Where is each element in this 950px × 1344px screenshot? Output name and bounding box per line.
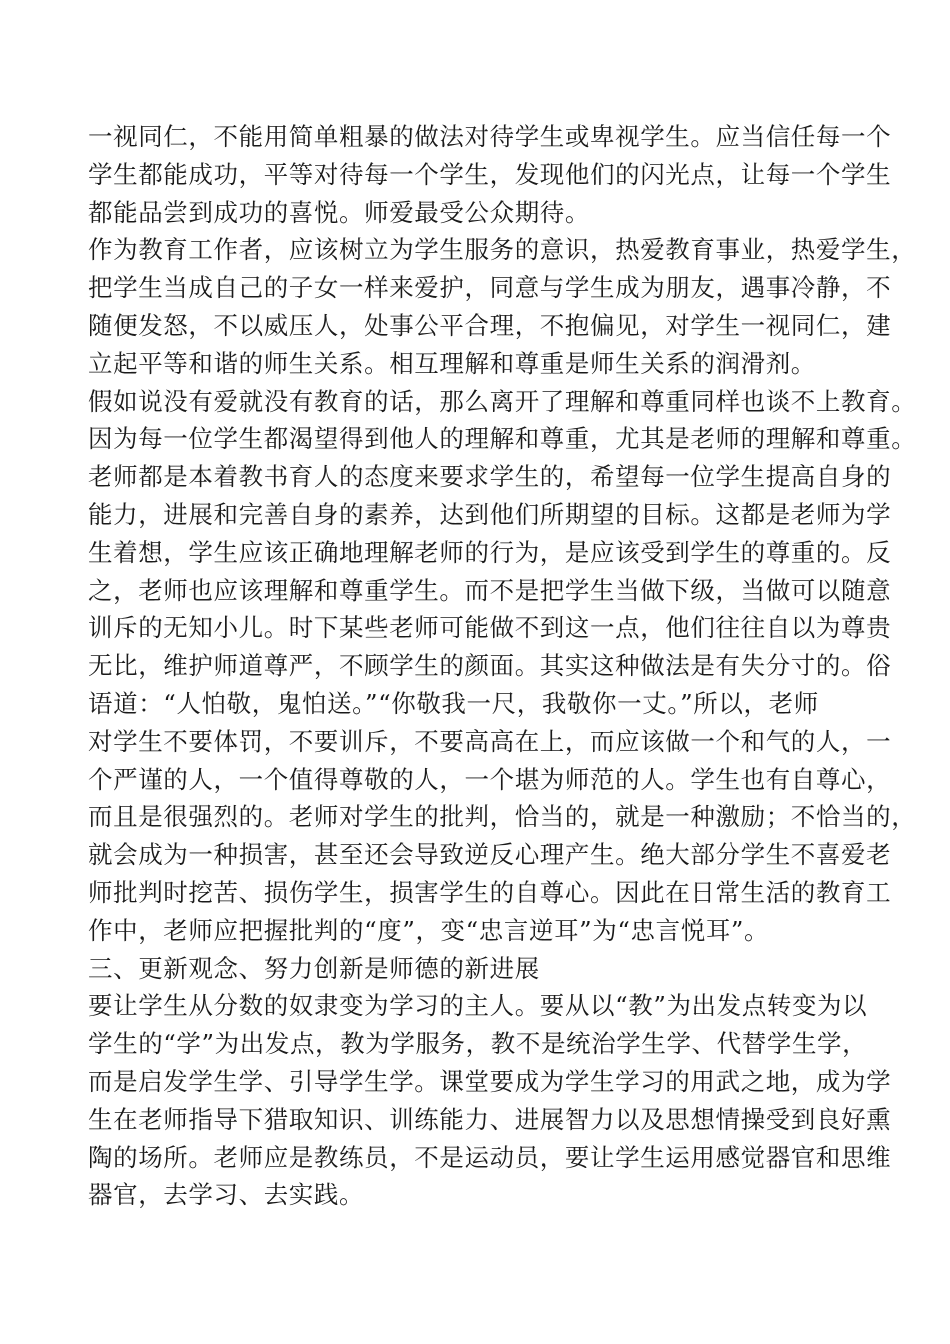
text-line: 器官，去学习、去实践。 — [88, 1180, 365, 1210]
text-line: 对学生不要体罚，不要训斥，不要高高在上，而应该做一个和气的人，一 — [88, 726, 892, 756]
text-line: 学生都能成功，平等对待每一个学生，发现他们的闪光点，让每一个学生 — [88, 159, 892, 189]
text-line: 把学生当成自己的子女一样来爱护，同意与学生成为朋友，遇事冷静，不 — [88, 273, 892, 303]
text-line: 作为教育工作者，应该树立为学生服务的意识，热爱教育事业，热爱学生， — [88, 235, 917, 265]
text-line: 假如说没有爱就没有教育的话，那么离开了理解和尊重同样也谈不上教育。 — [88, 386, 917, 416]
text-line: 就会成为一种损害，甚至还会导致逆反心理产生。绝大部分学生不喜爱老 — [88, 840, 892, 870]
text-line: 师批判时挖苦、损伤学生，损害学生的自尊心。因此在日常生活的教育工 — [88, 877, 892, 907]
text-line: 作中，老师应把握批判的“度”，变“忠言逆耳”为“忠言悦耳”。 — [88, 915, 770, 945]
text-line: 老师都是本着教书育人的态度来要求学生的，希望每一位学生提高自身的 — [88, 462, 892, 492]
text-line: 个严谨的人，一个值得尊敬的人，一个堪为师范的人。学生也有自尊心， — [88, 764, 892, 794]
text-line: 能力，进展和完善自身的素养，达到他们所期望的目标。这都是老师为学 — [88, 499, 892, 529]
text-line: 立起平等和谐的师生关系。相互理解和尊重是师生关系的润滑剂。 — [88, 348, 816, 378]
text-line: 一视同仁，不能用简单粗暴的做法对待学生或卑视学生。应当信任每一个 — [88, 122, 892, 151]
text-line: 无比，维护师道尊严，不顾学生的颜面。其实这种做法是有失分寸的。俗 — [88, 651, 892, 681]
text-line: 生着想，学生应该正确地理解老师的行为，是应该受到学生的尊重的。反 — [88, 537, 892, 567]
document-body — [88, 118, 917, 1214]
text-line: 学生的“学”为出发点，教为学服务，教不是统治学生学、代替学生学， — [88, 1029, 868, 1059]
text-line: 而且是很强烈的。老师对学生的批判，恰当的，就是一种激励；不恰当的， — [88, 802, 917, 832]
text-line: 训斥的无知小儿。时下某些老师可能做不到这一点，他们往往自以为尊贵 — [88, 613, 892, 643]
text-line: 之，老师也应该理解和尊重学生。而不是把学生当做下级，当做可以随意 — [88, 575, 892, 605]
text-line: 随便发怒，不以威压人，处事公平合理，不抱偏见，对学生一视同仁，建 — [88, 310, 892, 340]
text-line: 要让学生从分数的奴隶变为学习的主人。要从以“教”为出发点转变为以 — [88, 991, 868, 1021]
text-line: 生在老师指导下猎取知识、训练能力、进展智力以及思想情操受到良好熏 — [88, 1104, 892, 1134]
text-line: 语道：“人怕敬，鬼怕送。”“你敬我一尺，我敬你一丈。”所以，老师 — [88, 688, 819, 718]
text-line: 因为每一位学生都渴望得到他人的理解和尊重，尤其是老师的理解和尊重。 — [88, 424, 917, 454]
section-heading: 三、更新观念、努力创新是师德的新进展 — [88, 953, 540, 983]
text-line: 陶的场所。老师应是教练员，不是运动员，要让学生运用感觉器官和思维 — [88, 1142, 892, 1172]
text-line: 而是启发学生学、引导学生学。课堂要成为学生学习的用武之地，成为学 — [88, 1066, 892, 1096]
text-line: 都能品尝到成功的喜悦。师爱最受公众期待。 — [88, 197, 590, 227]
